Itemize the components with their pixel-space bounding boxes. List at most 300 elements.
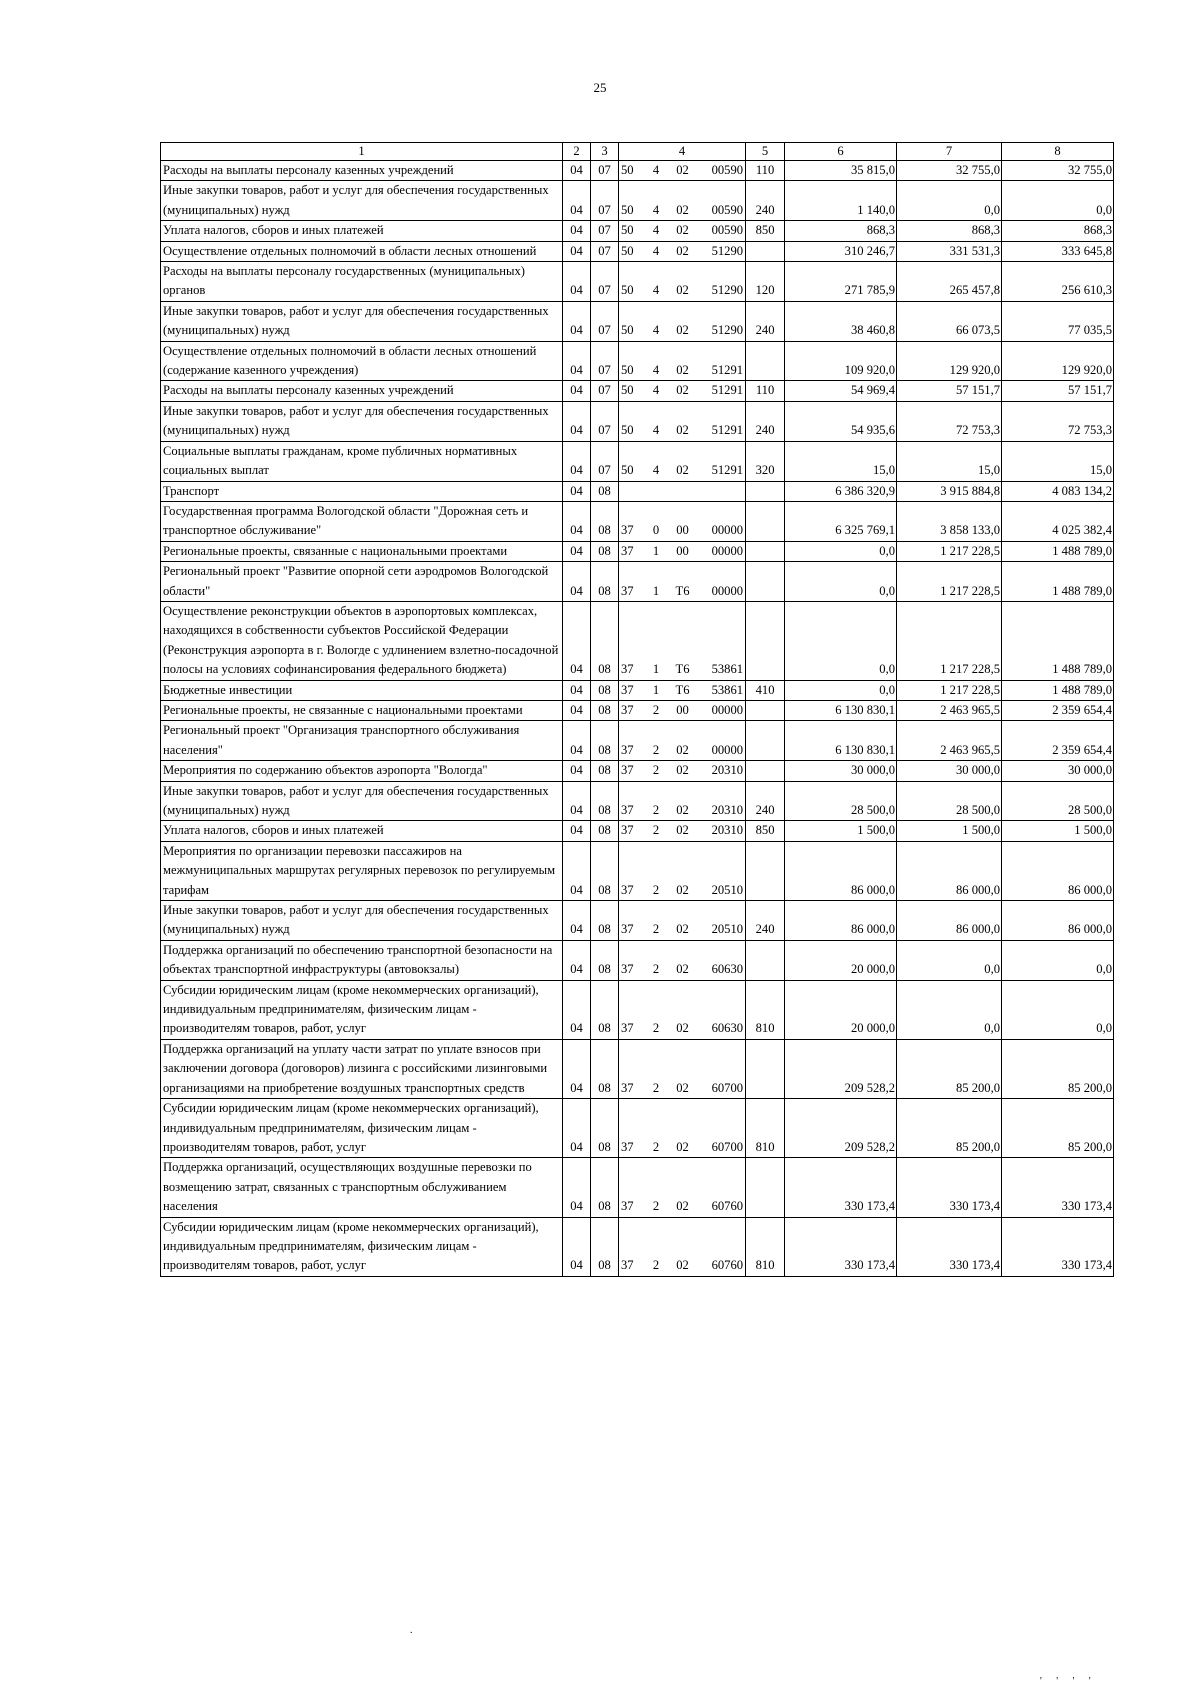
row-subsection: 08	[591, 601, 619, 680]
row-program: 37	[619, 781, 647, 821]
row-name: Государственная программа Вологодской области "Дорожная сеть и транспортное обслуживание"	[161, 501, 563, 541]
row-amount-7: 868,3	[897, 221, 1002, 241]
row-amount-8: 1 488 789,0	[1002, 562, 1114, 602]
row-amount-6: 38 460,8	[785, 301, 897, 341]
table-row	[161, 940, 1114, 980]
row-direction: 00	[666, 501, 700, 541]
row-expense-type: 850	[746, 221, 785, 241]
header-col-6: 6	[785, 143, 897, 161]
row-direction: 00	[666, 700, 700, 720]
table-row	[161, 1158, 1114, 1217]
row-subprogram: 1	[647, 601, 666, 680]
row-name: Поддержка организаций по обеспечению транспортной безопасности на объектах транспортной инфраструктуры (автовокзалы)	[161, 940, 563, 980]
table-row	[161, 501, 1114, 541]
row-amount-8: 1 488 789,0	[1002, 541, 1114, 561]
row-direction: 02	[666, 980, 700, 1039]
row-amount-8: 57 151,7	[1002, 381, 1114, 401]
row-expense-type: 320	[746, 441, 785, 481]
row-name: Региональный проект "Развитие опорной сети аэродромов Вологодской области"	[161, 562, 563, 602]
row-program: 37	[619, 721, 647, 761]
row-amount-6: 109 920,0	[785, 341, 897, 381]
row-expense-code: 51291	[700, 381, 746, 401]
table-body	[161, 161, 1114, 1277]
table-row	[161, 841, 1114, 900]
row-subprogram: 2	[647, 1158, 666, 1217]
row-subprogram: 4	[647, 241, 666, 261]
row-amount-8: 85 200,0	[1002, 1039, 1114, 1098]
row-program: 37	[619, 680, 647, 700]
row-expense-code: 20310	[700, 761, 746, 781]
row-program: 37	[619, 940, 647, 980]
row-name: Региональные проекты, не связанные с национальными проектами	[161, 700, 563, 720]
row-name: Субсидии юридическим лицам (кроме некоммерческих организаций), индивидуальным предпринимателям, физическим лицам - производителям товаров, работ, услуг	[161, 980, 563, 1039]
row-expense-type	[746, 1158, 785, 1217]
row-subsection: 08	[591, 761, 619, 781]
row-amount-6: 0,0	[785, 562, 897, 602]
row-expense-type: 850	[746, 821, 785, 841]
row-expense-code: 51291	[700, 441, 746, 481]
row-expense-type	[746, 1039, 785, 1098]
row-expense-type: 120	[746, 262, 785, 302]
row-direction: 02	[666, 381, 700, 401]
row-section: 04	[563, 1158, 591, 1217]
row-section: 04	[563, 541, 591, 561]
row-program: 37	[619, 761, 647, 781]
row-subprogram: 2	[647, 1217, 666, 1276]
row-section: 04	[563, 601, 591, 680]
row-amount-7: 28 500,0	[897, 781, 1002, 821]
row-amount-7: 0,0	[897, 181, 1002, 221]
row-direction: 02	[666, 241, 700, 261]
table-row	[161, 301, 1114, 341]
row-amount-6: 868,3	[785, 221, 897, 241]
table-header-row	[161, 143, 1114, 161]
row-subsection: 07	[591, 301, 619, 341]
scan-corner-mark: ' ' ' '	[1040, 1676, 1097, 1687]
row-expense-code: 00590	[700, 161, 746, 181]
row-section: 04	[563, 821, 591, 841]
row-subprogram: 4	[647, 341, 666, 381]
row-section: 04	[563, 841, 591, 900]
row-expense-type: 240	[746, 781, 785, 821]
header-col-7: 7	[897, 143, 1002, 161]
row-direction: 02	[666, 441, 700, 481]
row-expense-type	[746, 721, 785, 761]
row-subsection: 08	[591, 541, 619, 561]
row-expense-code: 00000	[700, 541, 746, 561]
budget-table	[160, 142, 1114, 1277]
row-expense-code: 20310	[700, 781, 746, 821]
row-expense-code: 51290	[700, 301, 746, 341]
row-subsection: 08	[591, 980, 619, 1039]
row-expense-code: 00590	[700, 221, 746, 241]
row-amount-7: 15,0	[897, 441, 1002, 481]
row-amount-7: 32 755,0	[897, 161, 1002, 181]
row-amount-6: 271 785,9	[785, 262, 897, 302]
row-amount-8: 32 755,0	[1002, 161, 1114, 181]
row-subprogram: 2	[647, 940, 666, 980]
row-name: Осуществление отдельных полномочий в области лесных отношений (содержание казенного учреждения)	[161, 341, 563, 381]
row-section: 04	[563, 680, 591, 700]
row-section: 04	[563, 181, 591, 221]
row-program: 37	[619, 841, 647, 900]
row-program: 50	[619, 161, 647, 181]
row-amount-7: 72 753,3	[897, 401, 1002, 441]
row-section: 04	[563, 241, 591, 261]
row-amount-6: 209 528,2	[785, 1099, 897, 1158]
row-amount-7: 1 217 228,5	[897, 601, 1002, 680]
row-direction	[666, 481, 700, 501]
row-expense-code: 20510	[700, 901, 746, 941]
row-program	[619, 481, 647, 501]
row-expense-type	[746, 940, 785, 980]
row-name: Социальные выплаты гражданам, кроме публичных нормативных социальных выплат	[161, 441, 563, 481]
row-expense-code: 51290	[700, 241, 746, 261]
row-amount-7: 85 200,0	[897, 1099, 1002, 1158]
row-name: Мероприятия по организации перевозки пассажиров на межмуниципальных маршрутах регулярных перевозок по регулируемым тарифам	[161, 841, 563, 900]
row-subsection: 08	[591, 721, 619, 761]
row-amount-7: 265 457,8	[897, 262, 1002, 302]
row-expense-type: 110	[746, 161, 785, 181]
row-expense-code: 51290	[700, 262, 746, 302]
row-direction: 00	[666, 541, 700, 561]
table-row	[161, 401, 1114, 441]
row-subsection: 07	[591, 262, 619, 302]
row-amount-6: 6 130 830,1	[785, 721, 897, 761]
row-expense-code: 00000	[700, 721, 746, 761]
row-program: 37	[619, 1217, 647, 1276]
row-subprogram: 1	[647, 562, 666, 602]
row-subsection: 07	[591, 241, 619, 261]
row-subsection: 08	[591, 781, 619, 821]
header-col-5: 5	[746, 143, 785, 161]
header-col-3: 3	[591, 143, 619, 161]
row-amount-7: 331 531,3	[897, 241, 1002, 261]
row-subsection: 08	[591, 1217, 619, 1276]
row-program: 37	[619, 821, 647, 841]
row-direction: 02	[666, 781, 700, 821]
row-amount-6: 15,0	[785, 441, 897, 481]
row-expense-type: 240	[746, 901, 785, 941]
row-subprogram: 2	[647, 980, 666, 1039]
row-amount-6: 330 173,4	[785, 1158, 897, 1217]
row-amount-8: 4 083 134,2	[1002, 481, 1114, 501]
row-subprogram: 2	[647, 781, 666, 821]
scan-mark: .	[410, 1625, 413, 1636]
row-subprogram: 2	[647, 841, 666, 900]
row-program: 50	[619, 341, 647, 381]
row-program: 50	[619, 181, 647, 221]
row-direction: 02	[666, 821, 700, 841]
row-amount-8: 330 173,4	[1002, 1217, 1114, 1276]
row-amount-8: 2 359 654,4	[1002, 721, 1114, 761]
row-name: Иные закупки товаров, работ и услуг для обеспечения государственных (муниципальных) нужд	[161, 301, 563, 341]
page-number: 25	[593, 80, 607, 95]
row-amount-6: 0,0	[785, 680, 897, 700]
row-expense-code: 51291	[700, 341, 746, 381]
row-direction: 02	[666, 1217, 700, 1276]
row-amount-6: 54 969,4	[785, 381, 897, 401]
row-program: 37	[619, 601, 647, 680]
row-subprogram: 1	[647, 541, 666, 561]
row-section: 04	[563, 481, 591, 501]
row-expense-code: 00000	[700, 700, 746, 720]
row-expense-code: 51291	[700, 401, 746, 441]
row-section: 04	[563, 1217, 591, 1276]
row-expense-type	[746, 341, 785, 381]
row-expense-code: 20510	[700, 841, 746, 900]
row-section: 04	[563, 721, 591, 761]
row-subprogram: 4	[647, 441, 666, 481]
row-expense-code: 53861	[700, 601, 746, 680]
row-subsection: 08	[591, 501, 619, 541]
row-direction: 02	[666, 301, 700, 341]
row-name: Поддержка организаций, осуществляющих воздушные перевозки по возмещению затрат, связанных с транспортным обслуживанием населения	[161, 1158, 563, 1217]
row-amount-6: 86 000,0	[785, 841, 897, 900]
row-amount-6: 30 000,0	[785, 761, 897, 781]
row-amount-6: 6 325 769,1	[785, 501, 897, 541]
row-section: 04	[563, 562, 591, 602]
row-name: Транспорт	[161, 481, 563, 501]
row-subprogram: 2	[647, 1039, 666, 1098]
row-direction: Т6	[666, 601, 700, 680]
row-program: 50	[619, 381, 647, 401]
row-name: Иные закупки товаров, работ и услуг для обеспечения государственных (муниципальных) нужд	[161, 781, 563, 821]
row-direction: 02	[666, 761, 700, 781]
row-subsection: 08	[591, 700, 619, 720]
row-subsection: 07	[591, 381, 619, 401]
row-amount-7: 0,0	[897, 980, 1002, 1039]
row-amount-8: 1 500,0	[1002, 821, 1114, 841]
row-expense-type	[746, 481, 785, 501]
table-row	[161, 901, 1114, 941]
row-amount-8: 4 025 382,4	[1002, 501, 1114, 541]
row-subsection: 08	[591, 901, 619, 941]
row-direction: 02	[666, 221, 700, 241]
row-program: 37	[619, 541, 647, 561]
row-amount-8: 1 488 789,0	[1002, 680, 1114, 700]
header-col-1: 1	[161, 143, 563, 161]
row-section: 04	[563, 1039, 591, 1098]
row-subsection: 08	[591, 821, 619, 841]
table-row	[161, 221, 1114, 241]
table-row	[161, 980, 1114, 1039]
row-section: 04	[563, 501, 591, 541]
table-row	[161, 541, 1114, 561]
row-amount-6: 310 246,7	[785, 241, 897, 261]
row-amount-7: 30 000,0	[897, 761, 1002, 781]
row-expense-type: 240	[746, 181, 785, 221]
row-amount-7: 86 000,0	[897, 901, 1002, 941]
table-row	[161, 781, 1114, 821]
row-section: 04	[563, 341, 591, 381]
row-name: Региональные проекты, связанные с национальными проектами	[161, 541, 563, 561]
row-amount-8: 129 920,0	[1002, 341, 1114, 381]
row-name: Иные закупки товаров, работ и услуг для обеспечения государственных (муниципальных) нужд	[161, 181, 563, 221]
row-section: 04	[563, 401, 591, 441]
row-amount-8: 72 753,3	[1002, 401, 1114, 441]
row-program: 37	[619, 1099, 647, 1158]
row-amount-6: 1 500,0	[785, 821, 897, 841]
table-row	[161, 262, 1114, 302]
row-program: 37	[619, 1039, 647, 1098]
row-expense-code: 60700	[700, 1099, 746, 1158]
row-subsection: 08	[591, 841, 619, 900]
row-expense-type	[746, 841, 785, 900]
row-section: 04	[563, 301, 591, 341]
row-subprogram: 2	[647, 761, 666, 781]
row-expense-type: 810	[746, 1099, 785, 1158]
row-subsection: 08	[591, 1039, 619, 1098]
row-subprogram: 2	[647, 700, 666, 720]
row-amount-7: 1 217 228,5	[897, 541, 1002, 561]
row-subprogram: 4	[647, 401, 666, 441]
row-amount-6: 6 130 830,1	[785, 700, 897, 720]
row-subsection: 08	[591, 1099, 619, 1158]
row-amount-6: 86 000,0	[785, 901, 897, 941]
row-name: Расходы на выплаты персоналу казенных учреждений	[161, 161, 563, 181]
row-amount-8: 2 359 654,4	[1002, 700, 1114, 720]
row-amount-7: 57 151,7	[897, 381, 1002, 401]
row-amount-7: 85 200,0	[897, 1039, 1002, 1098]
row-expense-code: 00000	[700, 562, 746, 602]
row-direction: 02	[666, 341, 700, 381]
row-program: 37	[619, 700, 647, 720]
row-section: 04	[563, 441, 591, 481]
row-amount-6: 209 528,2	[785, 1039, 897, 1098]
row-subprogram: 4	[647, 262, 666, 302]
row-expense-type	[746, 541, 785, 561]
row-amount-8: 333 645,8	[1002, 241, 1114, 261]
row-subprogram: 2	[647, 821, 666, 841]
row-direction: 02	[666, 181, 700, 221]
row-amount-8: 0,0	[1002, 980, 1114, 1039]
row-subsection: 08	[591, 940, 619, 980]
row-name: Расходы на выплаты персоналу казенных учреждений	[161, 381, 563, 401]
row-subsection: 07	[591, 441, 619, 481]
table-row	[161, 761, 1114, 781]
row-expense-code: 60630	[700, 940, 746, 980]
row-subprogram: 2	[647, 721, 666, 761]
row-section: 04	[563, 761, 591, 781]
row-direction: Т6	[666, 680, 700, 700]
row-section: 04	[563, 381, 591, 401]
row-program: 37	[619, 1158, 647, 1217]
table-row	[161, 1039, 1114, 1098]
row-amount-8: 86 000,0	[1002, 841, 1114, 900]
row-section: 04	[563, 781, 591, 821]
row-name: Бюджетные инвестиции	[161, 680, 563, 700]
table-row	[161, 381, 1114, 401]
row-expense-type	[746, 700, 785, 720]
header-col-2: 2	[563, 143, 591, 161]
row-amount-6: 0,0	[785, 601, 897, 680]
row-name: Мероприятия по содержанию объектов аэропорта "Вологда"	[161, 761, 563, 781]
row-expense-code: 60760	[700, 1158, 746, 1217]
row-expense-code: 00000	[700, 501, 746, 541]
row-expense-type: 240	[746, 301, 785, 341]
row-amount-8: 868,3	[1002, 221, 1114, 241]
row-expense-type: 810	[746, 980, 785, 1039]
row-section: 04	[563, 262, 591, 302]
row-amount-8: 15,0	[1002, 441, 1114, 481]
row-amount-7: 2 463 965,5	[897, 700, 1002, 720]
row-subsection: 08	[591, 481, 619, 501]
table-row	[161, 161, 1114, 181]
row-amount-7: 3 915 884,8	[897, 481, 1002, 501]
row-program: 50	[619, 401, 647, 441]
row-subprogram: 4	[647, 301, 666, 341]
row-subsection: 08	[591, 562, 619, 602]
row-subprogram: 1	[647, 680, 666, 700]
row-subsection: 07	[591, 181, 619, 221]
row-direction: 02	[666, 841, 700, 900]
table-row	[161, 181, 1114, 221]
row-name: Осуществление отдельных полномочий в области лесных отношений	[161, 241, 563, 261]
row-expense-type: 410	[746, 680, 785, 700]
row-subprogram: 4	[647, 181, 666, 221]
table-row	[161, 341, 1114, 381]
row-subprogram: 2	[647, 901, 666, 941]
row-direction: 02	[666, 262, 700, 302]
row-amount-6: 0,0	[785, 541, 897, 561]
row-name: Уплата налогов, сборов и иных платежей	[161, 821, 563, 841]
row-section: 04	[563, 221, 591, 241]
table-row	[161, 821, 1114, 841]
row-expense-type: 810	[746, 1217, 785, 1276]
row-expense-code: 00590	[700, 181, 746, 221]
row-amount-6: 28 500,0	[785, 781, 897, 821]
row-name: Иные закупки товаров, работ и услуг для обеспечения государственных (муниципальных) нужд	[161, 901, 563, 941]
row-amount-8: 1 488 789,0	[1002, 601, 1114, 680]
row-expense-type	[746, 761, 785, 781]
table-row	[161, 601, 1114, 680]
row-name: Уплата налогов, сборов и иных платежей	[161, 221, 563, 241]
table-row	[161, 481, 1114, 501]
row-program: 50	[619, 262, 647, 302]
row-subprogram: 4	[647, 161, 666, 181]
row-amount-8: 85 200,0	[1002, 1099, 1114, 1158]
table-row	[161, 241, 1114, 261]
row-program: 37	[619, 562, 647, 602]
row-amount-8: 256 610,3	[1002, 262, 1114, 302]
row-name: Расходы на выплаты персоналу государственных (муниципальных) органов	[161, 262, 563, 302]
row-amount-7: 2 463 965,5	[897, 721, 1002, 761]
row-amount-6: 54 935,6	[785, 401, 897, 441]
row-program: 37	[619, 501, 647, 541]
row-expense-code	[700, 481, 746, 501]
row-section: 04	[563, 1099, 591, 1158]
row-program: 50	[619, 241, 647, 261]
row-subprogram: 4	[647, 381, 666, 401]
row-subsection: 07	[591, 161, 619, 181]
table-row	[161, 1217, 1114, 1276]
row-program: 50	[619, 301, 647, 341]
row-expense-code: 53861	[700, 680, 746, 700]
row-name: Поддержка организаций на уплату части затрат по уплате взносов при заключении договора (договоров) лизинга с российскими лизинговыми организациями на приобретение воздушных транспортных средств	[161, 1039, 563, 1098]
row-amount-7: 129 920,0	[897, 341, 1002, 381]
row-amount-7: 1 217 228,5	[897, 680, 1002, 700]
table-row	[161, 721, 1114, 761]
table-row	[161, 700, 1114, 720]
row-expense-code: 60760	[700, 1217, 746, 1276]
row-subprogram: 0	[647, 501, 666, 541]
row-section: 04	[563, 980, 591, 1039]
row-amount-6: 330 173,4	[785, 1217, 897, 1276]
row-amount-8: 0,0	[1002, 940, 1114, 980]
row-amount-7: 330 173,4	[897, 1217, 1002, 1276]
row-name: Региональный проект "Организация транспортного обслуживания населения"	[161, 721, 563, 761]
